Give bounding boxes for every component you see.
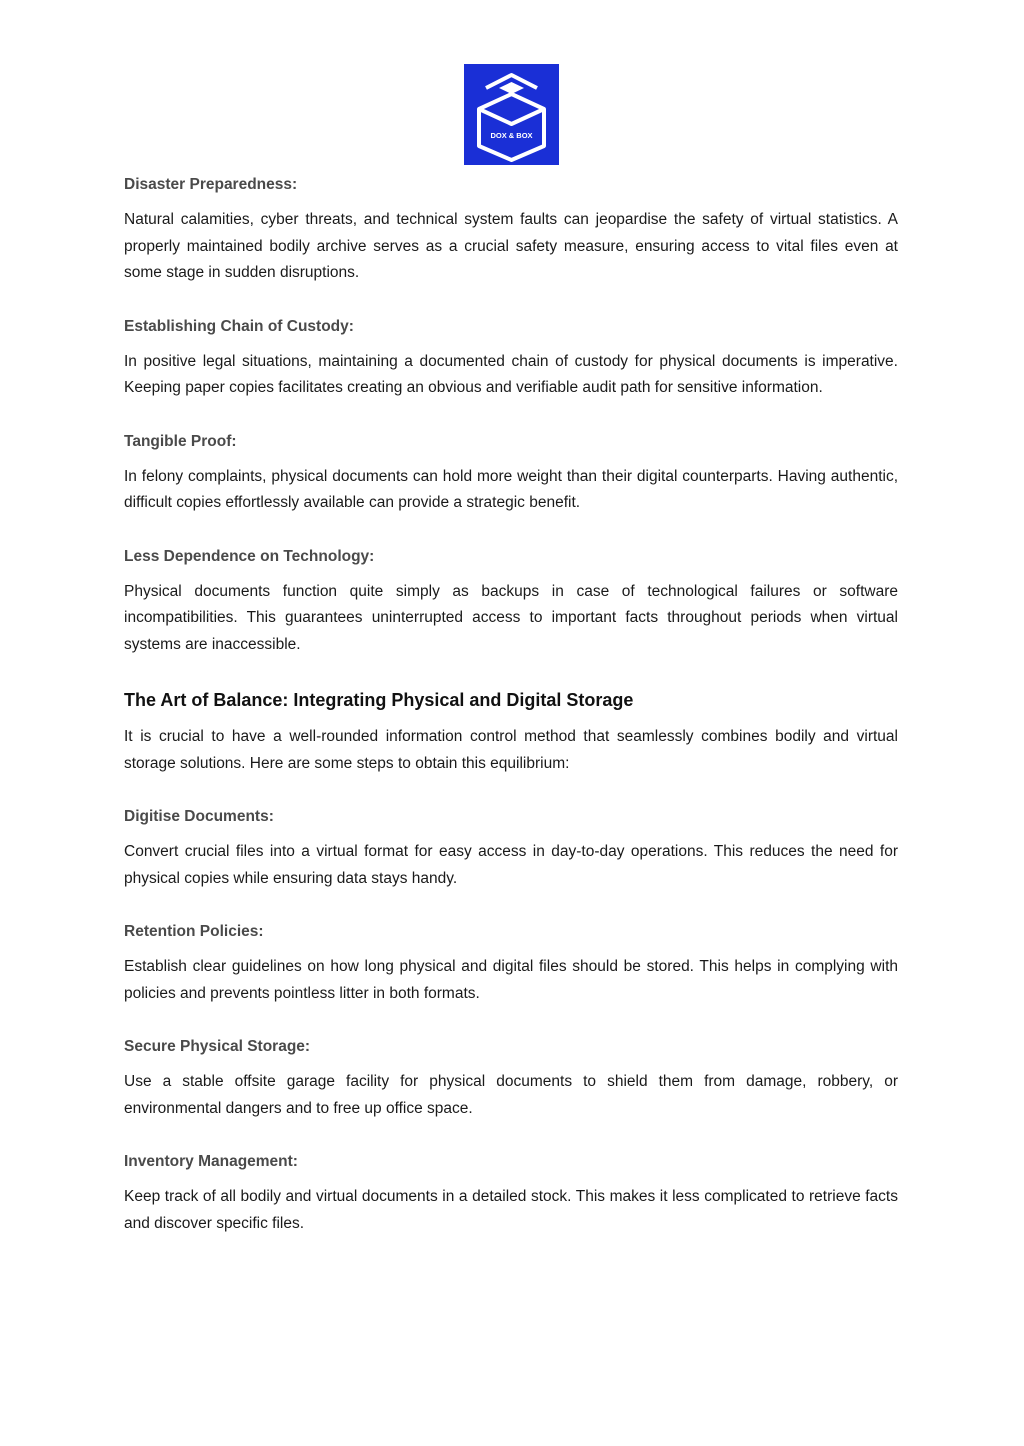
benefit-block [124,314,898,402]
subheading: Inventory Management: [124,1153,298,1170]
logo-text: DOX & BOX [490,131,533,140]
step-block [124,804,898,892]
subheading: Tangible Proof: [124,432,237,450]
document-content [124,172,898,1264]
box-logo-icon [464,64,559,165]
subheading: Less Dependence on Technology: [124,547,375,565]
section-title: The Art of Balance: Integrating Physical and Digital Storage [124,690,634,710]
benefit-block [124,172,898,287]
paragraph: In felony complaints, physical documents can hold more weight than their digital counterparts. Having authentic, difficult copies effortlessly available can provide a strategic benefit. [124,467,898,511]
subheading: Secure Physical Storage: [124,1038,311,1055]
step-block [124,1034,898,1122]
paragraph: In positive legal situations, maintaining a documented chain of custody for physical documents is imperative. Keeping paper copies facilitates creating an obvious and verifiable audit path for sensitive information. [124,352,898,396]
subheading: Retention Policies: [124,923,264,940]
subheading: Digitise Documents: [124,808,274,825]
subheading: Establishing Chain of Custody: [124,317,354,335]
step-block [124,1149,898,1237]
subheading: Disaster Preparedness: [124,176,298,193]
paragraph: Natural calamities, cyber threats, and technical system faults can jeopardise the safety of virtual statistics. A properly maintained bodily archive serves as a crucial safety measure, ensuring access to vital files even at some stage in sudden disruptions. [124,211,898,281]
step-block [124,919,898,1007]
paragraph: Establish clear guidelines on how long physical and digital files should be stored. This helps in complying with policies and prevents pointless litter in both formats. [124,958,898,1002]
benefit-block [124,544,898,659]
paragraph: Convert crucial files into a virtual format for easy access in day-to-day operations. This reduces the need for physical copies while ensuring data stays handy. [124,843,898,887]
section-intro: It is crucial to have a well-rounded information control method that seamlessly combines bodily and virtual storage solutions. Here are some steps to obtain this equilibrium: [124,728,898,772]
paragraph: Physical documents function quite simply as backups in case of technological failures or software incompatibilities. This guarantees uninterrupted access to important facts throughout periods when virtual systems are inaccessible. [124,582,898,653]
benefit-block [124,429,898,517]
brand-logo [464,64,559,165]
paragraph: Use a stable offsite garage facility for physical documents to shield them from damage, robbery, or environmental dangers and to free up office space. [124,1073,898,1117]
paragraph: Keep track of all bodily and virtual documents in a detailed stock. This makes it less complicated to retrieve facts and discover specific files. [124,1188,898,1232]
